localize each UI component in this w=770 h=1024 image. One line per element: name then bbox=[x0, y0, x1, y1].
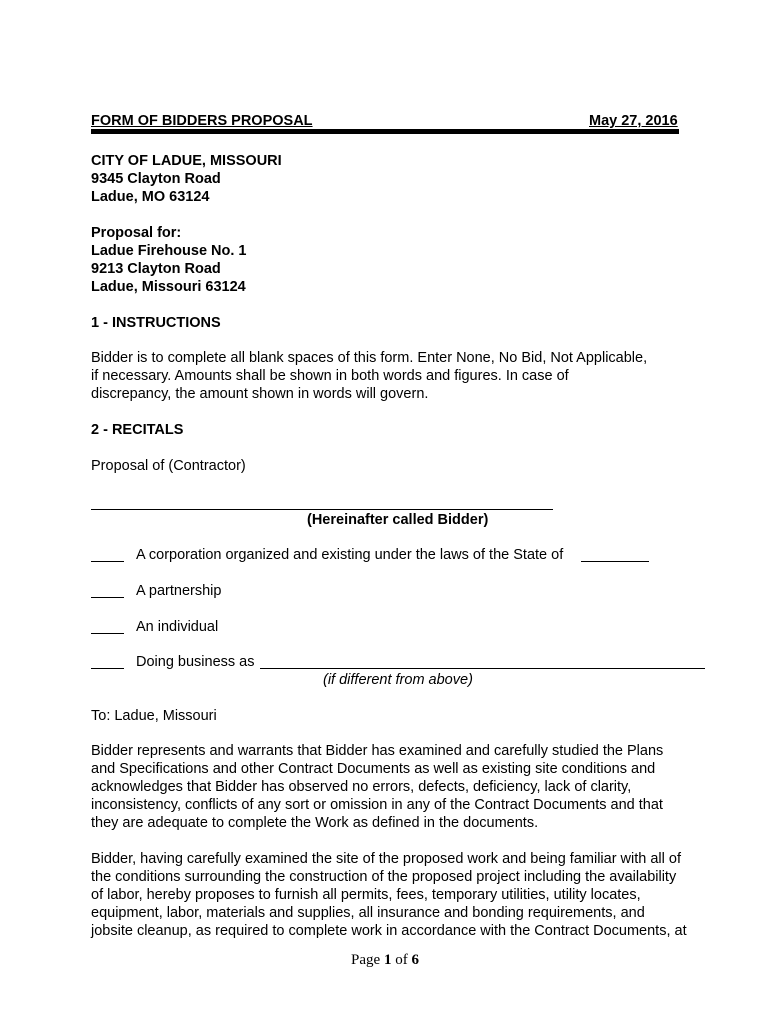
proposal-line: the conditions surrounding the construction of the proposed project including the availability bbox=[91, 869, 677, 885]
recitals-heading: 2 - RECITALS bbox=[91, 422, 184, 438]
representation-line: they are adequate to complete the Work as defined in the documents. bbox=[91, 815, 539, 831]
proposal-project: Ladue Firehouse No. 1 bbox=[91, 243, 247, 259]
dba-check-blank[interactable] bbox=[91, 668, 124, 669]
proposal-city-line: Ladue, Missouri 63124 bbox=[91, 279, 246, 295]
page-total: 6 bbox=[411, 952, 419, 968]
if-different-note: (if different from above) bbox=[323, 672, 473, 688]
hereinafter-label: (Hereinafter called Bidder) bbox=[307, 512, 489, 528]
individual-option-label: An individual bbox=[136, 619, 219, 635]
page-number: 1 bbox=[383, 952, 392, 968]
proposal-of-label: Proposal of (Contractor) bbox=[91, 458, 246, 474]
representation-line: acknowledges that Bidder has observed no errors, defects, deficiency, lack of clarity, bbox=[91, 779, 632, 795]
instructions-line: discrepancy, the amount shown in words will govern. bbox=[91, 386, 429, 402]
page-footer bbox=[0, 952, 770, 969]
city-street: 9345 Clayton Road bbox=[91, 171, 221, 187]
representation-line: and Specifications and other Contract Documents as well as existing site conditions and bbox=[91, 761, 656, 777]
instructions-heading: 1 - INSTRUCTIONS bbox=[91, 315, 221, 331]
partnership-check-blank[interactable] bbox=[91, 597, 124, 598]
representation-line: inconsistency, conflicts of any sort or omission in any of the Contract Documents and that bbox=[91, 797, 663, 813]
representation-line: Bidder represents and warrants that Bidder has examined and carefully studied the Plans bbox=[91, 743, 664, 759]
header-rule bbox=[91, 129, 679, 134]
corporation-option-label: A corporation organized and existing under the laws of the State of bbox=[136, 547, 564, 563]
form-title: FORM OF BIDDERS PROPOSAL bbox=[91, 113, 313, 129]
page-word: Page bbox=[351, 952, 381, 968]
to-line: To: Ladue, Missouri bbox=[91, 708, 217, 724]
proposal-street: 9213 Clayton Road bbox=[91, 261, 221, 277]
form-date: May 27, 2016 bbox=[589, 113, 678, 129]
city-name: CITY OF LADUE, MISSOURI bbox=[91, 153, 282, 169]
instructions-line: Bidder is to complete all blank spaces of this form. Enter None, No Bid, Not Applicable, bbox=[91, 350, 648, 366]
proposal-line: Bidder, having carefully examined the site of the proposed work and being familiar with all of bbox=[91, 851, 681, 867]
of-word: of bbox=[395, 952, 408, 968]
dba-option-label: Doing business as bbox=[136, 654, 255, 670]
individual-check-blank[interactable] bbox=[91, 633, 124, 634]
state-blank[interactable] bbox=[581, 561, 649, 562]
corporation-check-blank[interactable] bbox=[91, 561, 124, 562]
instructions-line: if necessary. Amounts shall be shown in both words and figures. In case of bbox=[91, 368, 569, 384]
proposal-line: equipment, labor, materials and supplies, all insurance and bonding requirements, and bbox=[91, 905, 645, 921]
proposal-for-label: Proposal for: bbox=[91, 225, 182, 241]
proposal-line: of labor, hereby proposes to furnish all permits, fees, temporary utilities, utility locates, bbox=[91, 887, 641, 903]
city-line: Ladue, MO 63124 bbox=[91, 189, 210, 205]
contractor-name-line[interactable] bbox=[91, 509, 553, 510]
partnership-option-label: A partnership bbox=[136, 583, 222, 599]
proposal-line: jobsite cleanup, as required to complete work in accordance with the Contract Documents, at bbox=[91, 923, 687, 939]
dba-name-blank[interactable] bbox=[260, 668, 705, 669]
